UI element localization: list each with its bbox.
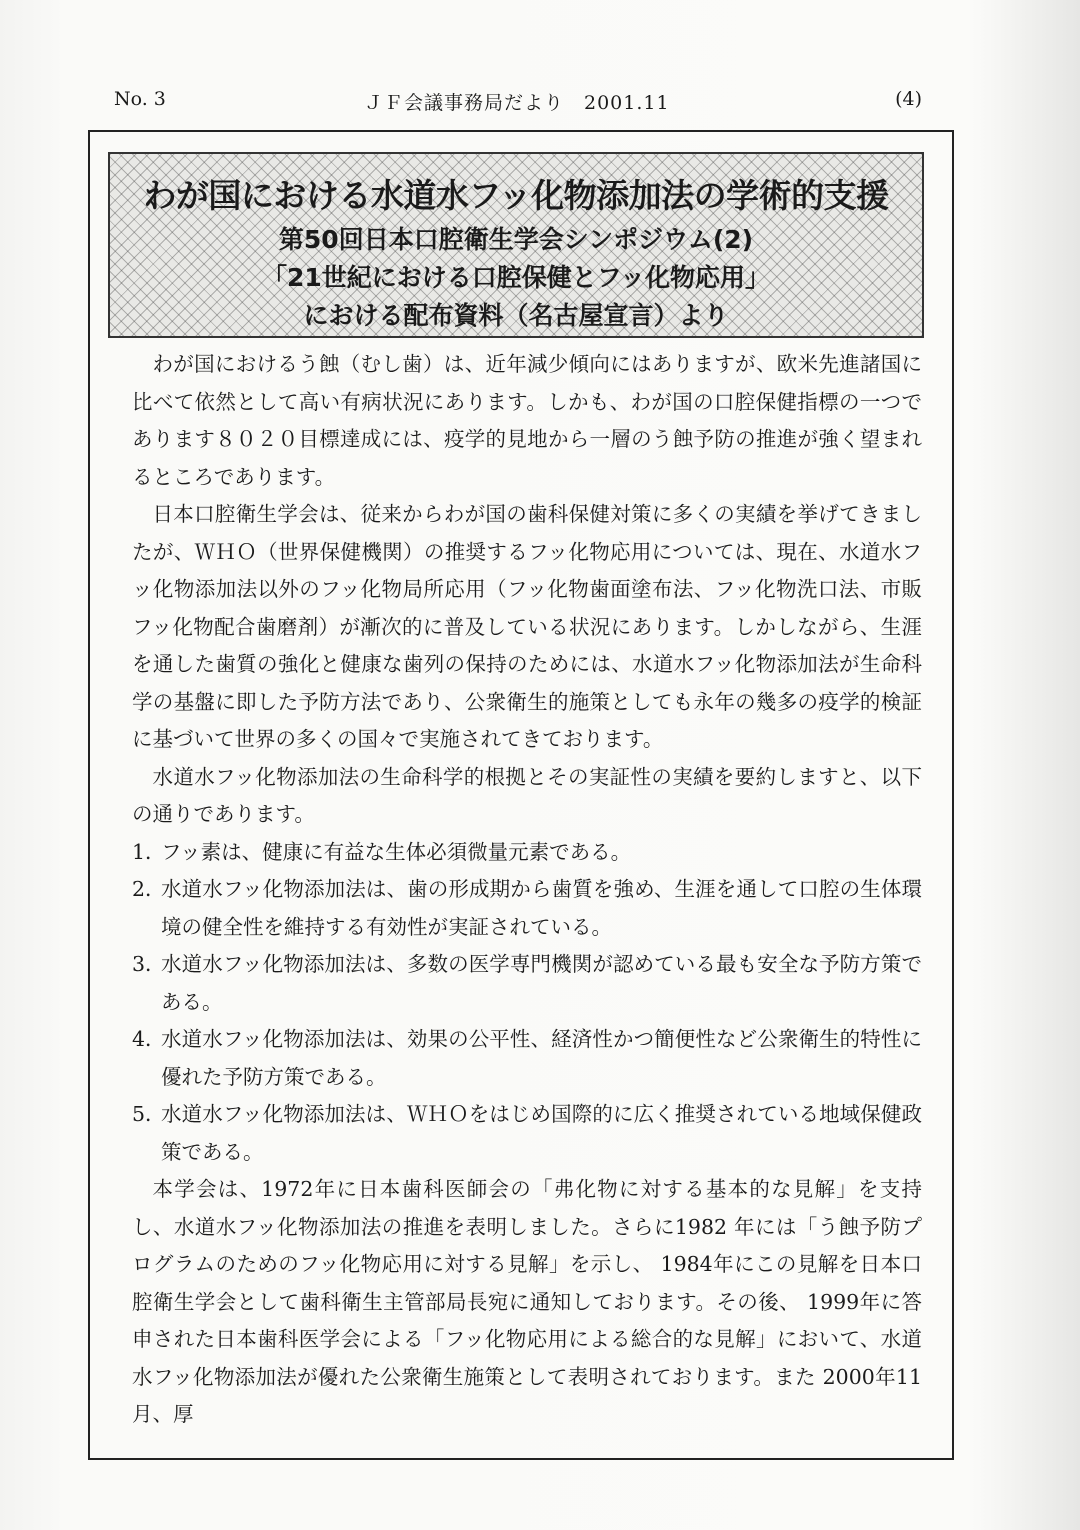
list-item-number: 2． bbox=[132, 877, 166, 901]
article-title: わが国における水道水フッ化物添加法の学術的支援 bbox=[143, 176, 889, 215]
list-item-number: 4． bbox=[132, 1027, 166, 1051]
list-item bbox=[132, 1096, 922, 1171]
list-item bbox=[132, 1021, 922, 1096]
page-header bbox=[114, 88, 922, 122]
list-item-text: 水道水フッ化物添加法は、効果の公平性、経済性かつ簡便性など公衆衛生的特性に優れた予防方策である。 bbox=[161, 1027, 922, 1089]
newsletter-name: ＪＦ会議事務局だより 2001.11 bbox=[364, 92, 670, 114]
issue-number: No. 3 bbox=[114, 88, 166, 110]
list-item-text: 水道水フッ化物添加法は、多数の医学専門機関が認めている最も安全な予防方策である。 bbox=[161, 952, 922, 1014]
article-subtitle-symposium: 第50回日本口腔衛生学会シンポジウム(2) bbox=[278, 225, 754, 254]
paragraph-4: 本学会は、1972年に日本歯科医師会の「弗化物に対する基本的な見解」を支持し、水道水フッ化物添加法の推進を表明しました。さらに1982 年には「う蝕予防プログラムのためのフッ化物応用に対する見解」を示し、 1984年にこの見解を日本口腔衛生学会として歯科衛生主管部局長宛に通知しております。その後、 1999年に答申された日本歯科医学会による「フッ化物応用による総合的な見解」において、水道水フッ化物添加法が優れた公衆衛生施策として表明されております。また 2000年11月、厚 bbox=[132, 1177, 922, 1426]
list-item bbox=[132, 871, 922, 946]
article-body bbox=[132, 346, 922, 1434]
paragraph-2: 日本口腔衛生学会は、従来からわが国の歯科保健対策に多くの実績を挙げてきましたが、ＷＨＯ（世界保健機関）の推奨するフッ化物応用については、現在、水道水フッ化物添加法以外のフッ化物局所応用（フッ化物歯面塗布法、フッ化物洗口法、市販フッ化物配合歯磨剤）が漸次的に普及している状況にあります。しかしながら、生涯を通した歯質の強化と健康な歯列の保持のためには、水道水フッ化物添加法が生命科学の基盤に即した予防方法であり、公衆衛生的施策としても永年の幾多の疫学的検証に基づいて世界の多くの国々で実施されてきております。 bbox=[132, 502, 922, 751]
page-number: (4) bbox=[895, 88, 922, 110]
paragraph-3: 水道水フッ化物添加法の生命科学的根拠とその実証性の実績を要約しますと、以下の通りであります。 bbox=[132, 764, 922, 826]
list-item bbox=[132, 834, 922, 872]
article-subtitle-theme: 「21世紀における口腔保健とフッ化物応用」 bbox=[261, 263, 771, 292]
list-item-number: 5． bbox=[132, 1102, 166, 1126]
title-box bbox=[108, 152, 924, 338]
summary-list bbox=[132, 834, 922, 1172]
list-item-text: 水道水フッ化物添加法は、歯の形成期から歯質を強め、生涯を通して口腔の生体環境の健全性を維持する有効性が実証されている。 bbox=[161, 877, 922, 939]
list-item-text: フッ素は、健康に有益な生体必須微量元素である。 bbox=[161, 839, 632, 864]
list-item bbox=[132, 946, 922, 1021]
article-subtitle-source: における配布資料（名古屋宣言）より bbox=[303, 301, 729, 330]
paragraph-1: わが国におけるう蝕（むし歯）は、近年減少傾向にはありますが、欧米先進諸国に比べて依然として高い有病状況にあります。しかも、わが国の口腔保健指標の一つであります８０２０目標達成には、疫学的見地から一層のう蝕予防の推進が強く望まれるところであります。 bbox=[132, 352, 922, 489]
list-item-text: 水道水フッ化物添加法は、ＷＨＯをはじめ国際的に広く推奨されている地域保健政策である。 bbox=[161, 1102, 922, 1164]
list-item-number: 1． bbox=[132, 839, 166, 864]
list-item-number: 3． bbox=[132, 952, 166, 976]
